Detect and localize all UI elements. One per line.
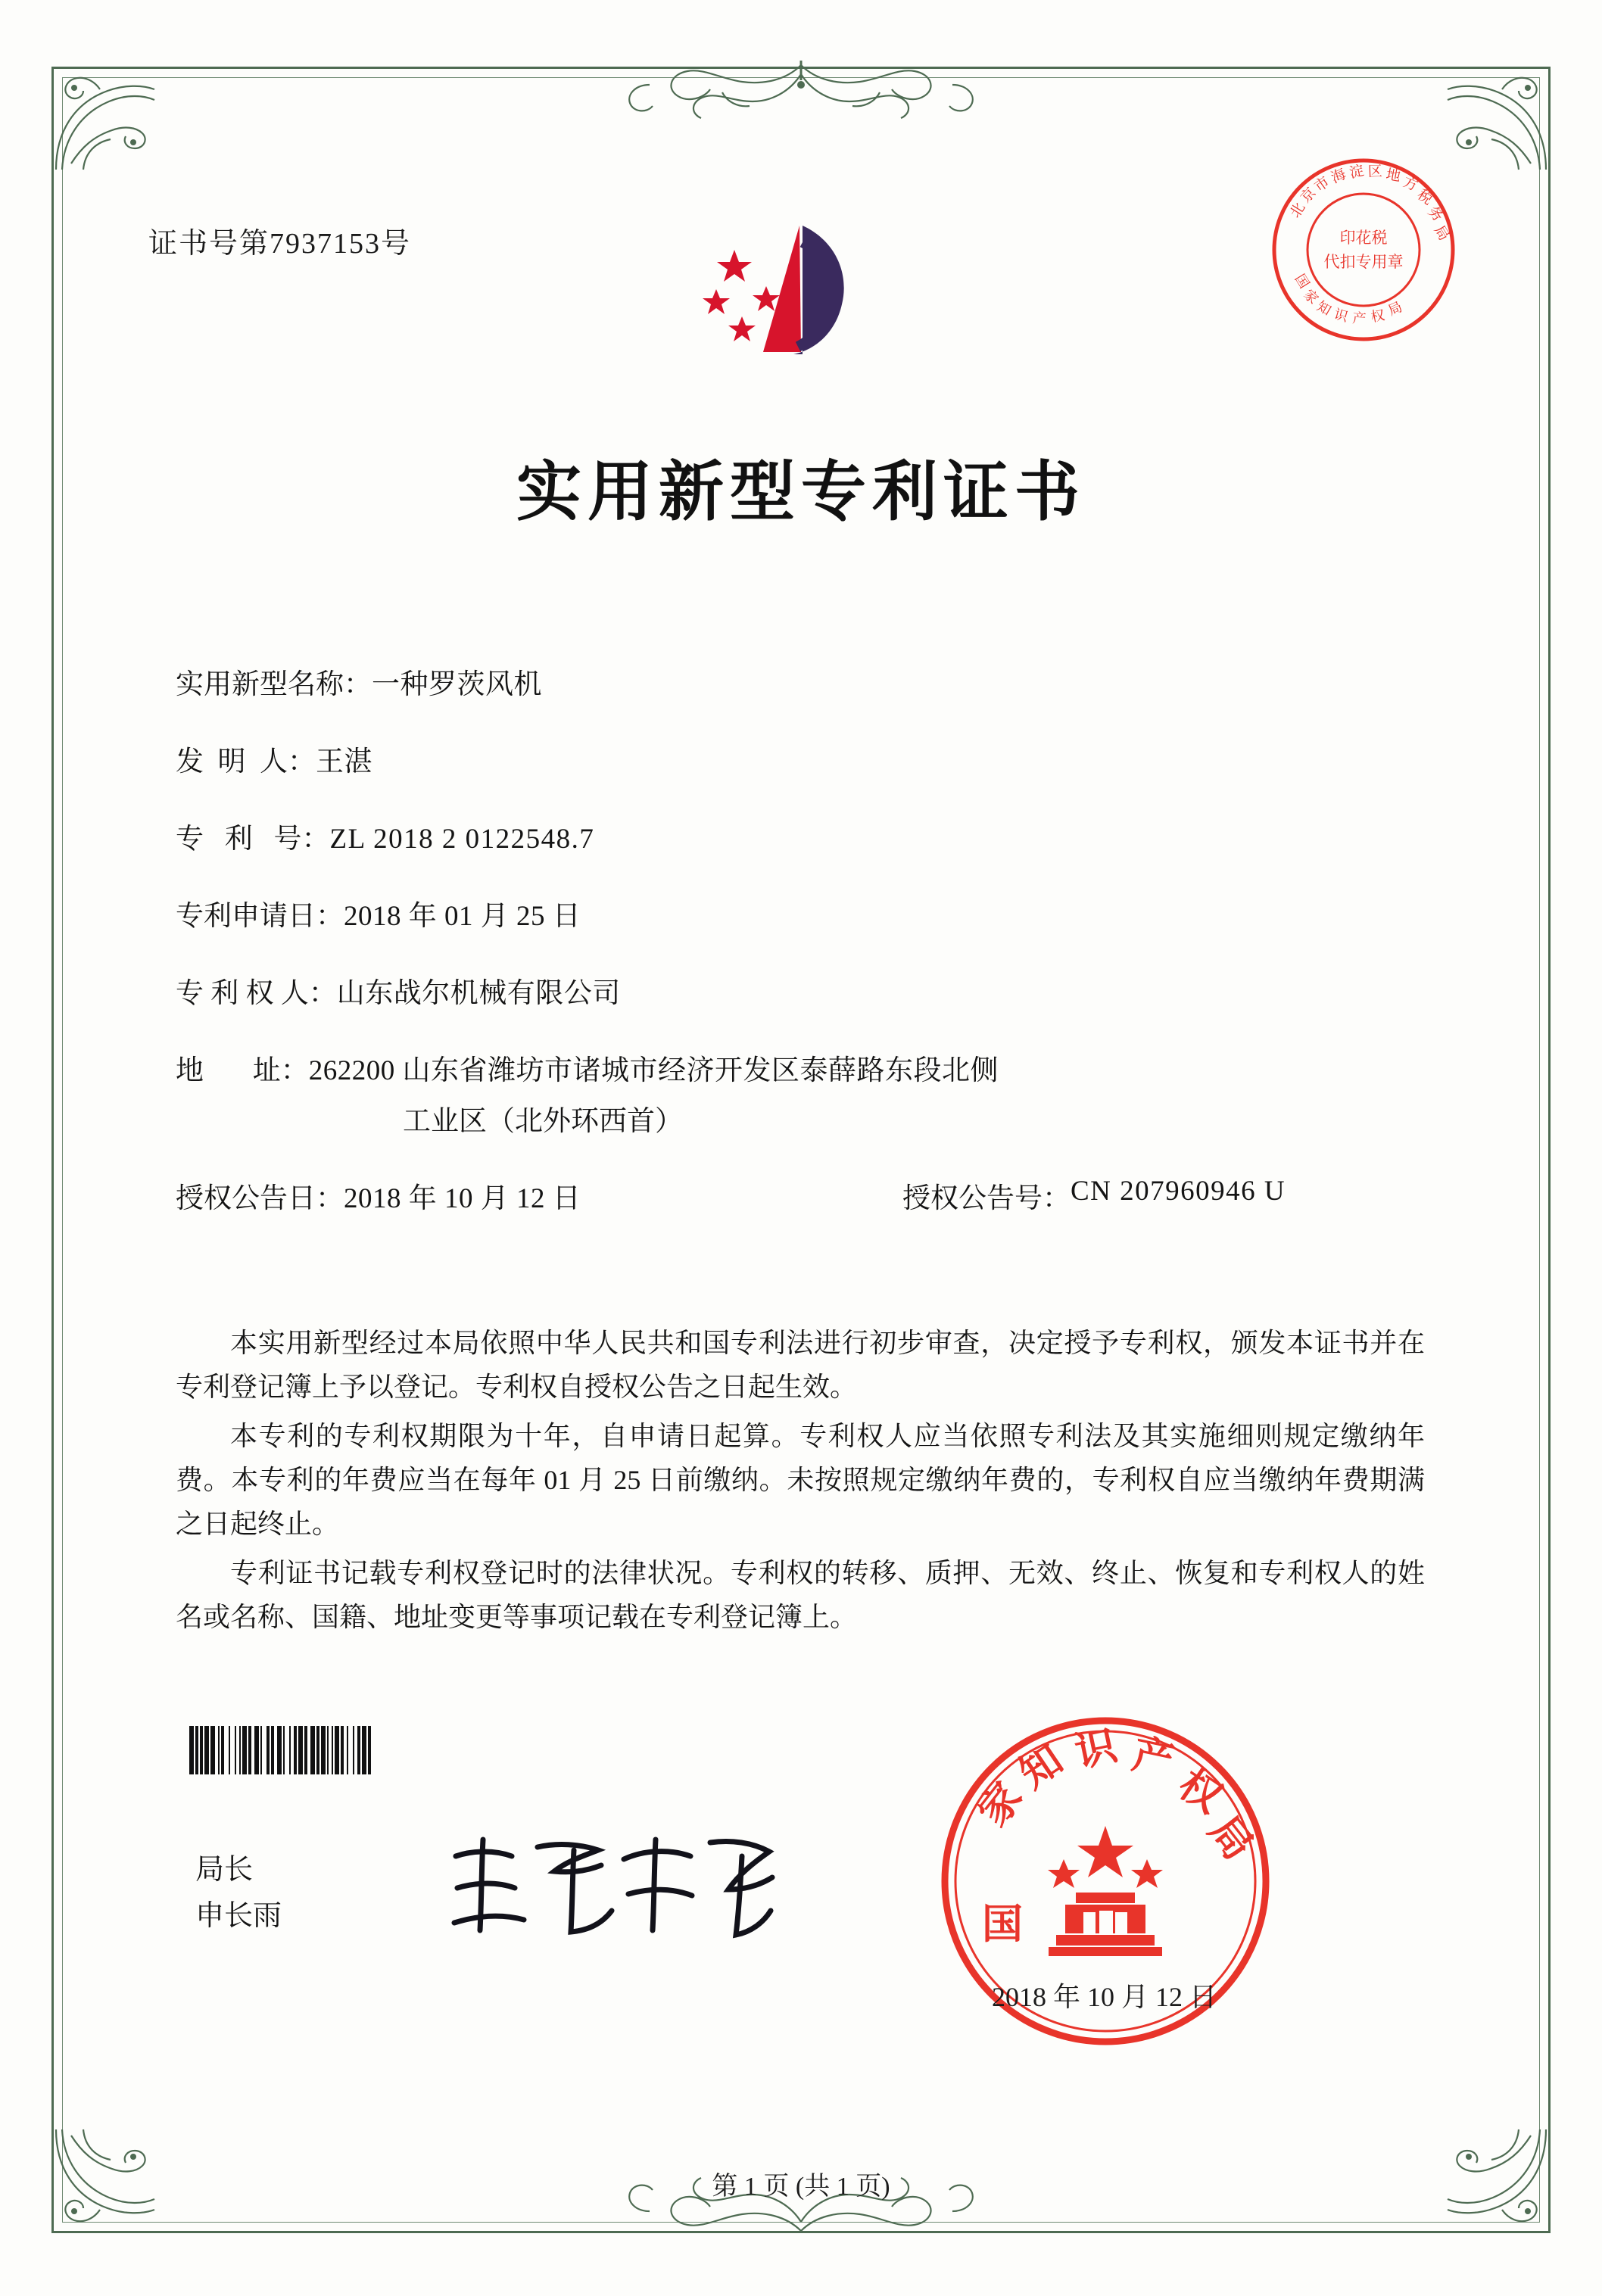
field-label: 实用新型名称： (176, 669, 372, 700)
svg-text:区: 区 (1367, 163, 1383, 180)
grant-row (176, 1175, 1417, 1216)
field-value: 262200 山东省潍坊市诸城市经济开发区泰薛路东段北侧 (308, 1055, 999, 1086)
svg-text:产: 产 (1351, 310, 1367, 328)
field-announcement-number (902, 1175, 1286, 1216)
field-value: 2018 年 10 月 12 日 (344, 1182, 581, 1214)
tax-stamp-seal (1269, 155, 1458, 344)
field-label: 发 明 人： (176, 746, 316, 777)
svg-text:家: 家 (1300, 286, 1322, 308)
field-address (176, 1052, 1417, 1090)
svg-text:印花税: 印花税 (1339, 229, 1388, 247)
field-value: 2018 年 01 月 25 日 (344, 900, 581, 932)
svg-text:产: 产 (1128, 1729, 1179, 1785)
field-inventor (176, 743, 1417, 781)
svg-text:识: 识 (1332, 306, 1350, 326)
field-label: 专 利 号： (176, 823, 330, 855)
field-announcement-date (176, 1175, 902, 1216)
svg-text:地: 地 (1385, 166, 1402, 185)
svg-text:务: 务 (1424, 203, 1447, 226)
field-value: ZL 2018 2 0122548.7 (329, 823, 595, 855)
corner-ornament-icon (48, 64, 162, 177)
seal-date: 2018 年 10 月 12 日 (992, 1982, 1217, 2012)
field-label: 专利申请日： (176, 900, 344, 932)
field-utility-model-name (176, 666, 1417, 704)
field-patentee (176, 975, 1417, 1013)
svg-text:市: 市 (1311, 173, 1333, 196)
svg-text:海: 海 (1328, 165, 1349, 187)
page-footer: 第 1 页 (共 1 页) (712, 2173, 890, 2201)
svg-text:知: 知 (1010, 1734, 1072, 1798)
field-label: 授权公告号： (902, 1182, 1071, 1214)
svg-text:方: 方 (1401, 173, 1420, 195)
field-value: 山东战尔机械有限公司 (336, 977, 621, 1009)
page-title: 实用新型专利证书 (516, 453, 1086, 530)
certificate-number: 证书号第7937153号 (148, 228, 412, 260)
field-value: 王湛 (316, 746, 372, 777)
field-label: 地 址： (176, 1055, 309, 1086)
director-title-label: 局长 (195, 1854, 254, 1886)
paragraph: 专利证书记载专利权登记时的法律状况。专利权的转移、质押、无效、终止、恢复和专利权人的姓名或名称、国籍、地址变更等事项记载在专利登记簿上。 (176, 1557, 1425, 1632)
field-patent-number (176, 821, 1417, 858)
svg-text:权: 权 (1170, 1759, 1232, 1822)
paragraph: 本实用新型经过本局依照中华人民共和国专利法进行初步审查，决定授予专利权，颁发本证书并在专利登记簿上予以登记。专利权自授权公告之日起生效。 (176, 1328, 1425, 1403)
barcode (189, 1726, 613, 1774)
svg-text:代扣专用章: 代扣专用章 (1323, 253, 1404, 271)
svg-text:京: 京 (1297, 184, 1320, 207)
field-application-date (176, 898, 1417, 936)
svg-text:淀: 淀 (1348, 162, 1366, 182)
legal-text-body (176, 1321, 1425, 1643)
svg-text:局: 局 (1199, 1806, 1264, 1869)
field-list (176, 666, 1417, 1249)
svg-text:局: 局 (1385, 299, 1405, 319)
paragraph: 本专利的专利权期限为十年，自申请日起算。专利权人应当依照专利法及其实施细则规定缴纳年费。本专利的年费应当在每年 01 月 25 日前缴纳。未按照规定缴纳年费的，专利权自应当缴纳年费期满之日起终止。 (176, 1420, 1425, 1540)
svg-text:家: 家 (968, 1773, 1032, 1836)
svg-text:局: 局 (1430, 222, 1453, 244)
svg-text:国: 国 (982, 1899, 1023, 1948)
svg-text:北: 北 (1286, 199, 1309, 221)
director-signature-block (195, 1847, 282, 1939)
field-label: 授权公告日： (176, 1182, 344, 1214)
svg-text:识: 识 (1071, 1720, 1121, 1777)
field-label: 专 利 权 人： (176, 977, 337, 1009)
field-address-continuation: 工业区（北外环西首） (403, 1105, 683, 1137)
svg-text:税: 税 (1414, 185, 1436, 208)
svg-text:国: 国 (1291, 271, 1313, 291)
field-value: CN 207960946 U (1071, 1175, 1286, 1207)
director-name: 申长雨 (195, 1899, 282, 1932)
signature-handwriting-icon (439, 1817, 787, 1953)
barcode-bar (368, 1726, 371, 1774)
svg-text:知: 知 (1314, 298, 1334, 319)
cnipa-patent-logo-icon (687, 220, 915, 382)
field-value: 一种罗茨风机 (372, 669, 542, 700)
top-ornament-icon (536, 55, 1066, 145)
svg-text:权: 权 (1370, 307, 1386, 326)
